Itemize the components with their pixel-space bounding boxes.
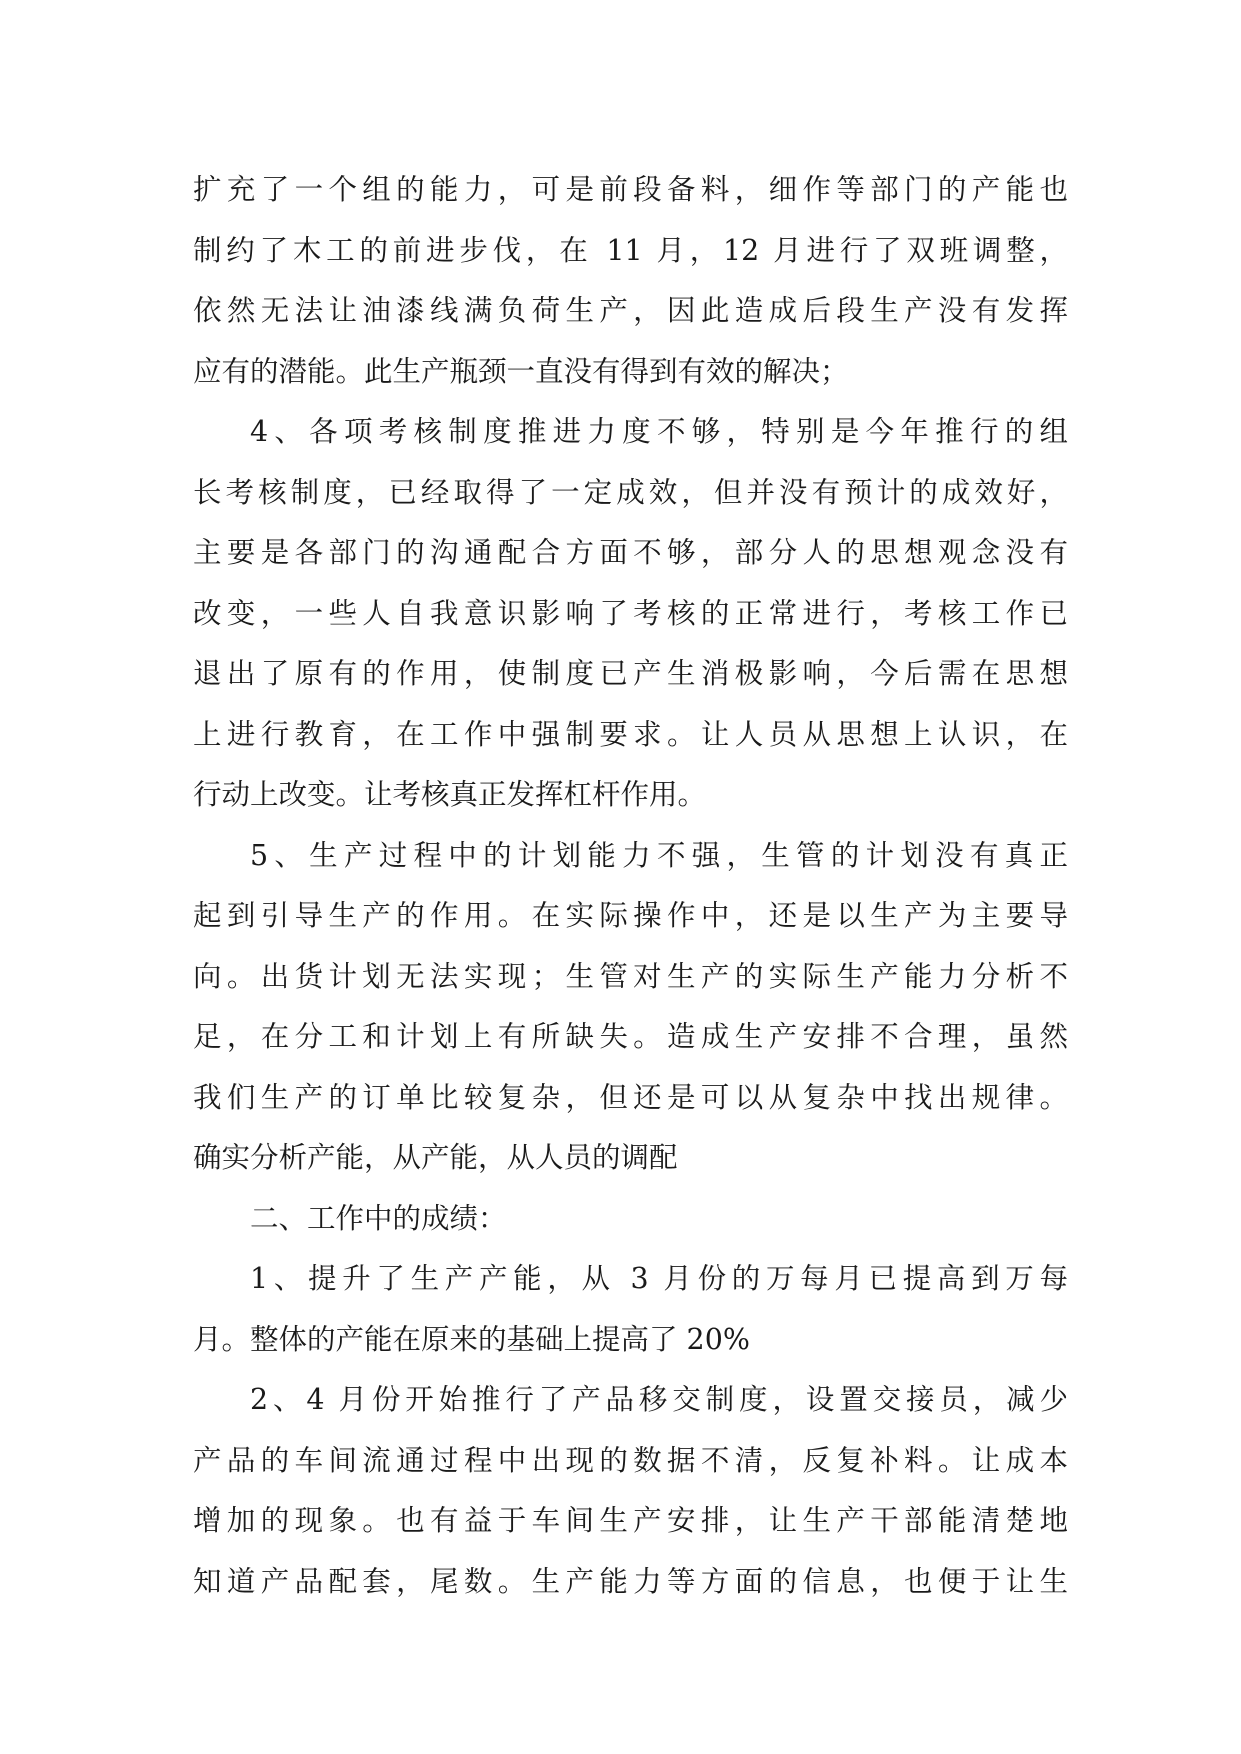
achievement-2-first-line: 2、4 月份开始推行了产品移交制度，设置交接员，减少 [250,1383,1068,1416]
paragraph-5-first-line: 5、生产过程中的计划能力不强，生管的计划没有真正 [250,838,1068,872]
text-line: 应有的潜能。此生产瓶颈一直没有得到有效的解决； [193,354,849,388]
text-line: 起到引导生产的作用。在实际操作中，还是以生产为主要导 [193,899,1068,932]
text-line: 上进行教育，在工作中强制要求。让人员从思想上认识，在 [193,717,1068,751]
text-line: 长考核制度，已经取得了一定成效，但并没有预计的成效好， [193,475,1068,509]
text-line: 依然无法让油漆线满负荷生产，因此造成后段生产没有发挥 [193,294,1068,327]
text-line: 扩充了一个组的能力，可是前段备料，细作等部门的产能也 [193,173,1068,206]
document-body [193,160,1068,1612]
text-line: 行动上改变。让考核真正发挥杠杆作用。 [193,778,707,811]
text-line: 确实分析产能，从产能，从人员的调配 [193,1141,678,1174]
text-line: 知道产品配套，尾数。生产能力等方面的信息，也便于让生 [193,1564,1068,1598]
text-line: 制约了木工的前进步伐，在 11 月，12 月进行了双班调整， [193,233,1068,267]
text-line: 退出了原有的作用，使制度已产生消极影响，今后需在思想 [193,657,1068,690]
section-heading: 二、工作中的成绩： [250,1201,507,1235]
text-line: 足，在分工和计划上有所缺失。造成生产安排不合理，虽然 [193,1020,1068,1053]
text-line: 向。出货计划无法实现；生管对生产的实际生产能力分析不 [193,959,1068,993]
text-line: 我们生产的订单比较复杂，但还是可以从复杂中找出规律。 [193,1080,1068,1114]
paragraph-4-first-line: 4、各项考核制度推进力度不够，特别是今年推行的组 [250,415,1068,448]
achievement-1-first-line: 1、提升了生产产能，从 3 月份的万每月已提高到万每 [250,1262,1068,1295]
text-line: 增加的现象。也有益于车间生产安排，让生产干部能清楚地 [193,1504,1068,1537]
text-line: 改变，一些人自我意识影响了考核的正常进行，考核工作已 [193,596,1068,630]
text-line: 月。整体的产能在原来的基础上提高了 20% [193,1322,750,1356]
text-line: 主要是各部门的沟通配合方面不够，部分人的思想观念没有 [193,536,1068,569]
text-line: 产品的车间流通过程中出现的数据不清，反复补料。让成本 [193,1443,1068,1477]
